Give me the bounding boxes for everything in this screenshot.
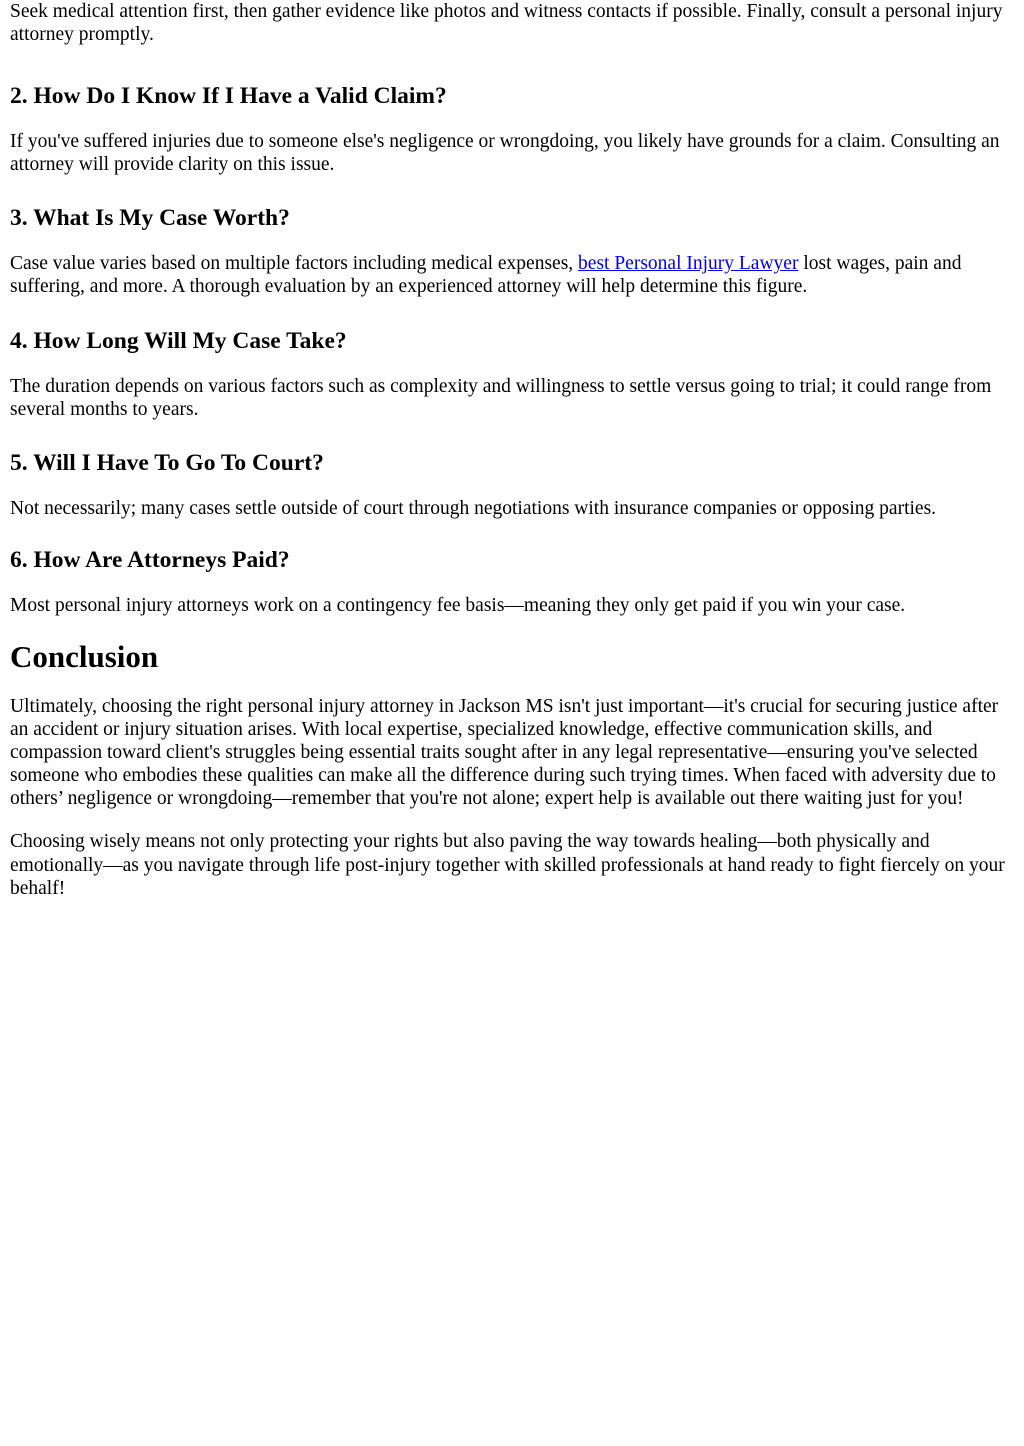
faq-heading-case-duration: 4. How Long Will My Case Take? [10, 327, 347, 354]
conclusion-paragraph-1: Ultimately, choosing the right personal injury attorney in Jackson MS isn't just important—it's crucial for securing justice after an accident or injury situation arises. With local expertise, specialized knowledge, effective communication skills, and compassion toward client's struggles being essential traits sought after in any legal representative—ensuring you've selected someone who embodies these qualities can make all the difference during such trying times. When faced with adversity due to others’ negligence or wrongdoing—remember that you're not alone; expert help is available out there waiting just for you! [10, 695, 999, 810]
faq-heading-court: 5. Will I Have To Go To Court? [10, 449, 324, 476]
faq-answer-case-worth-before: Case value varies based on multiple factors including medical expenses, [10, 253, 579, 275]
faq-answer-case-worth-after: lost wages, pain and suffering, and more. A thorough evaluation by an experienced attorney will help determine this figure. [10, 253, 962, 298]
conclusion-heading: Conclusion [10, 638, 159, 674]
faq-answer-case-worth [10, 252, 1016, 298]
faq-answer-valid-claim: If you've suffered injuries due to someone else's negligence or wrongdoing, you likely have grounds for a claim. Consulting an attorney will provide clarity on this issue. [10, 131, 1000, 176]
faq-heading-valid-claim: 2. How Do I Know If I Have a Valid Claim? [10, 83, 447, 110]
faq-answer-court: Not necessarily; many cases settle outside of court through negotiations with insurance companies or opposing parties. [10, 497, 937, 519]
best-personal-injury-lawyer-link[interactable]: best Personal Injury Lawyer [578, 253, 799, 275]
article-body [10, 0, 1016, 900]
faq-heading-attorney-pay: 6. How Are Attorneys Paid? [10, 546, 290, 573]
faq-answer-attorney-pay: Most personal injury attorneys work on a contingency fee basis—meaning they only get paid if you win your case. [10, 594, 906, 616]
faq-answer-case-duration: The duration depends on various factors such as complexity and willingness to settle versus going to trial; it could range from several months to years. [10, 375, 992, 420]
intro-paragraph: Seek medical attention first, then gather evidence like photos and witness contacts if possible. Finally, consult a personal injury attorney promptly. [10, 1, 1003, 46]
faq-heading-case-worth: 3. What Is My Case Worth? [10, 205, 290, 232]
conclusion-paragraph-2: Choosing wisely means not only protecting your rights but also paving the way towards healing—both physically and emotionally—as you navigate through life post-injury together with skilled professionals at hand ready to fight fiercely on your behalf! [10, 831, 1005, 899]
